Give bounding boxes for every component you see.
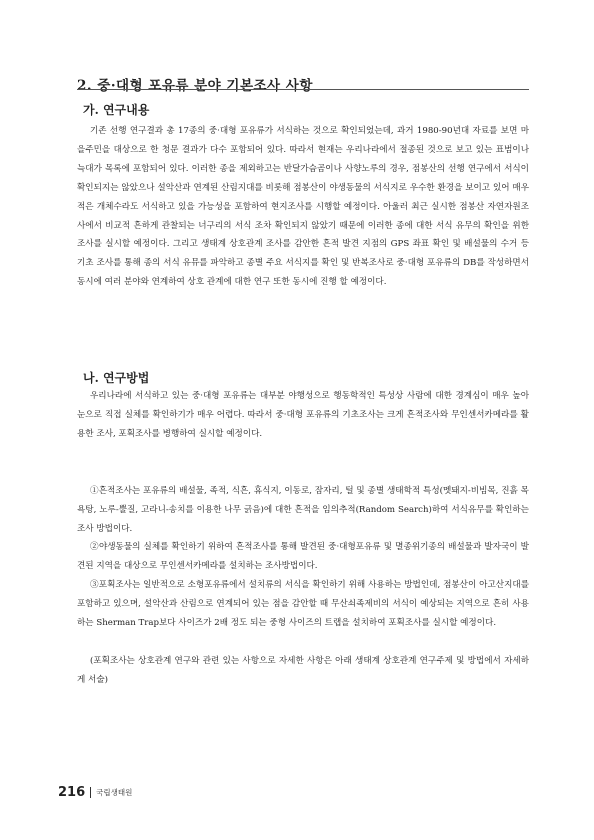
footer-divider — [90, 787, 91, 798]
page-number: 216 — [58, 785, 86, 800]
subsection-heading-research-method: 나. 연구방법 — [83, 371, 150, 385]
camera-survey-paragraph: ②야생동물의 실체를 확인하기 위하여 흔적조사를 통해 발견된 중·대형포유류 및 멸종위기종의 배설물과 발자국이 발견된 지역을 대상으로 무인센서카메라를 설치하는 조사방법이다. — [77, 542, 529, 571]
title-underline — [77, 89, 529, 90]
subsection-heading-research-content: 가. 연구내용 — [83, 103, 150, 117]
section-title: 2. 중·대형 포유류 분야 기본조사 사항 — [77, 78, 313, 94]
research-method-intro-paragraph: 우리나라에 서식하고 있는 중·대형 포유류는 대부분 야행성으로 행동학적인 특성상 사람에 대한 경계심이 매우 높아 눈으로 직접 실체를 확인하기가 매우 어렵다. 따라서 중·대형 포유류의 기초조사는 크게 흔적조사와 무인센서카메라를 활용한 조사, 포획조사를 병행하여 실시할 예정이다. — [77, 391, 529, 439]
page-footer — [58, 785, 132, 800]
capture-survey-paragraph: ③포획조사는 일반적으로 소형포유류에서 설치류의 서식을 확인하기 위해 사용하는 방법인데, 점봉산이 아고산지대를 포함하고 있으며, 설악산과 산림으로 연계되어 있는 점을 감안할 때 무산쇠족제비의 서식이 예상되는 지역으로 흔히 사용하는 Sherman Trap보다 사이즈가 2배 정도 되는 중형 사이즈의 트랩을 설치하여 포획조사를 실시할 예정이다. — [77, 580, 529, 628]
organization-name: 국립생태원 — [96, 788, 133, 797]
trace-survey-paragraph: ①흔적조사는 포유류의 배설물, 족적, 식흔, 휴식지, 이동로, 잠자리, 털 및 종별 생태학적 특성(멧돼지-비빔목, 진흙 목욕탕, 노루-뿔질, 고라니-송치를 이용한 나무 긁음)에 대한 흔적을 임의추적(Random Search)하여 서식유무를 확인하는 조사 방법이다. — [77, 486, 529, 534]
capture-survey-note: (포획조사는 상호관계 연구와 관련 있는 사항으로 자세한 사항은 아래 생태계 상호관계 연구주제 및 방법에서 자세하게 서술) — [77, 656, 529, 685]
research-content-paragraph: 기존 선행 연구결과 총 17종의 중·대형 포유류가 서식하는 것으로 확인되었는데, 과거 1980-90년대 자료를 보면 마을주민을 대상으로 한 청문 결과가 다수 포함되어 있다. 따라서 현재는 우리나라에서 절종된 것으로 보고 있는 표범이나 늑대가 목록에 포함되어 있다. 이러한 종을 제외하고는 반달가슴곰이나 사향노루의 경우, 점봉산의 선행 연구에서 서식이 확인되지는 않았으나 설악산과 연계된 산림지대를 비롯해 점봉산이 야생동물의 서식지로 우수한 환경을 보이고 있어 매우 적은 개체수라도 서식하고 있을 가능성을 포함하여 현지조사를 시행할 예정이다. 아울러 최근 실시한 점봉산 자연자원조사에서 비교적 흔하게 관찰되는 너구리의 서식 조차 확인되지 않았기 때문에 이러한 종에 대한 서식 유무의 확인을 위한 조사를 실시할 예정이다. 그리고 생태계 상호관계 조사를 감안한 흔적 발견 지점의 GPS 좌표 확인 및 배설물의 수거 등 기초 조사를 통해 종의 서식 유뮤를 파악하고 종별 주요 서식지를 확인 및 반복조사로 중·대형 포유류의 DB를 작성하면서 동시에 여러 분야와 연계하여 상호 관계에 대한 연구 또한 동시에 진행 할 예정이다. — [77, 126, 529, 288]
